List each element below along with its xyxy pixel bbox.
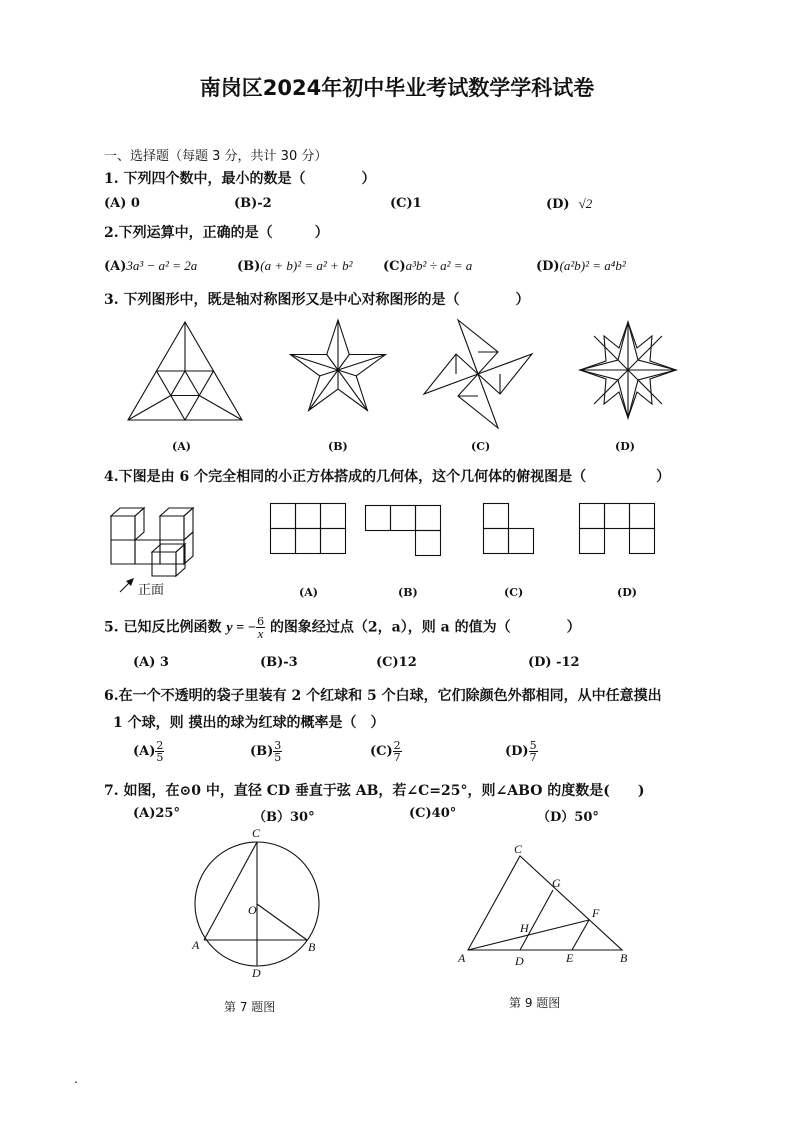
q3-label-b[interactable]: (B) bbox=[328, 440, 348, 453]
q2-option-d[interactable] bbox=[536, 258, 626, 274]
q4-label-d[interactable]: (D) bbox=[617, 586, 637, 599]
q7-option-d[interactable]: （D）50° bbox=[537, 810, 599, 825]
q2-option-a[interactable] bbox=[104, 258, 197, 274]
q6-stem-line1: 6.在一个不透明的袋子里装有 2 个红球和 5 个白球，它们除颜色外都相同，从中任意摸出 bbox=[104, 688, 662, 704]
q4-stem: 4.下图是由 6 个完全相同的小正方体搭成的几何体，这个几何体的俯视图是（ ） bbox=[104, 469, 671, 485]
q4-option-c-view bbox=[483, 503, 535, 555]
q3-label-c[interactable]: (C) bbox=[471, 440, 491, 453]
q6-a-num: 2 bbox=[156, 739, 164, 752]
q2-option-b[interactable] bbox=[237, 258, 352, 274]
q5-function-den: x bbox=[257, 626, 264, 641]
q6-option-a-fraction bbox=[155, 740, 164, 763]
fig9-point-c: C bbox=[514, 842, 523, 856]
q1-option-d-label: (D) bbox=[546, 197, 570, 212]
figure-9-caption: 第 9 题图 bbox=[509, 996, 561, 1010]
q5-option-b[interactable]: (B)-3 bbox=[260, 655, 298, 670]
fig7-point-o: O bbox=[248, 903, 257, 917]
fig9-point-a: A bbox=[458, 951, 466, 965]
q1-option-a[interactable]: (A) 0 bbox=[104, 196, 140, 211]
q1-option-b[interactable]: (B)-2 bbox=[234, 196, 272, 211]
q2-option-a-math: 3a³ − a² = 2a bbox=[126, 258, 198, 273]
q4-solid-figure bbox=[108, 500, 208, 580]
q6-option-b[interactable] bbox=[250, 740, 282, 763]
q6-stem-line2: 1 个球，则 摸出的球为红球的概率是（ ） bbox=[113, 715, 385, 731]
q6-b-den: 5 bbox=[274, 751, 282, 764]
exam-title: 南岗区2024年初中毕业考试数学学科试卷 bbox=[199, 76, 595, 100]
fig9-point-f: F bbox=[592, 906, 600, 920]
q6-option-b-fraction bbox=[273, 740, 282, 763]
q2-option-d-math: (a²b)² = a⁴b² bbox=[559, 258, 626, 273]
q6-d-num: 5 bbox=[529, 739, 537, 752]
fig9-point-g: G bbox=[552, 876, 561, 890]
q6-c-den: 7 bbox=[393, 751, 401, 764]
q5-function-num: 6 bbox=[257, 615, 265, 628]
q6-c-num: 2 bbox=[393, 739, 401, 752]
q3-label-a[interactable]: (A) bbox=[172, 440, 191, 453]
q3-figure-a bbox=[128, 322, 246, 422]
figure-9-triangle bbox=[456, 840, 636, 970]
q6-option-c-fraction bbox=[393, 740, 402, 763]
q1-option-c[interactable]: (C)1 bbox=[390, 196, 422, 211]
q4-front-label: 正面 bbox=[138, 583, 165, 598]
q6-d-den: 7 bbox=[529, 751, 537, 764]
fig7-point-a: A bbox=[192, 938, 200, 952]
q2-option-b-math: (a + b)² = a² + b² bbox=[260, 258, 353, 273]
q5-stem-b: 的图象经过点（2，a），则 a 的值为（ ） bbox=[269, 619, 581, 636]
q6-option-d-fraction bbox=[529, 740, 538, 763]
q6-option-a[interactable] bbox=[133, 740, 164, 763]
figure-7-caption: 第 7 题图 bbox=[224, 1000, 276, 1014]
figure-7-circle bbox=[190, 826, 330, 982]
q7-option-a[interactable]: (A)25° bbox=[133, 806, 180, 821]
fig7-point-b: B bbox=[308, 940, 316, 954]
q4-label-b[interactable]: (B) bbox=[398, 586, 418, 599]
q6-b-num: 3 bbox=[274, 739, 282, 752]
q4-option-a-view bbox=[270, 503, 346, 555]
fig9-point-d: D bbox=[515, 954, 524, 968]
q2-stem: 2.下列运算中，正确的是（ ） bbox=[104, 225, 329, 241]
q1-option-d-math: √2 bbox=[578, 196, 593, 211]
q5-function-y: y = − bbox=[226, 620, 257, 636]
q3-label-d[interactable]: (D) bbox=[615, 440, 635, 453]
footer-dot: . bbox=[74, 1072, 78, 1086]
q5-option-d[interactable]: (D) -12 bbox=[528, 655, 580, 670]
fig9-point-b: B bbox=[620, 951, 628, 965]
q2-option-b-label: (B) bbox=[237, 259, 261, 274]
fig7-point-d: D bbox=[252, 966, 261, 980]
q6-option-d-label: (D) bbox=[505, 744, 529, 759]
q3-stem: 3. 下列图形中，既是轴对称图形又是中心对称图形的是（ ） bbox=[104, 292, 530, 308]
q4-option-d-view bbox=[579, 503, 655, 555]
q1-option-d[interactable] bbox=[546, 196, 592, 212]
q3-figure-d bbox=[578, 320, 678, 420]
fig9-point-e: E bbox=[566, 951, 574, 965]
q2-option-c[interactable] bbox=[383, 258, 472, 274]
q4-option-b-view bbox=[365, 505, 441, 557]
q5-option-c[interactable]: (C)12 bbox=[376, 655, 417, 670]
q7-option-b[interactable]: （B）30° bbox=[253, 810, 315, 825]
q7-stem: 7. 如图，在⊙0 中，直径 CD 垂直于弦 AB，若∠C=25°，则∠ABO 的度数是( ) bbox=[104, 783, 645, 799]
q3-figure-c bbox=[422, 318, 534, 430]
q6-option-c[interactable] bbox=[370, 740, 402, 763]
q7-option-c[interactable]: (C)40° bbox=[409, 806, 457, 821]
q1-stem: 1. 下列四个数中，最小的数是（ ） bbox=[104, 171, 376, 187]
q2-option-a-label: (A) bbox=[104, 259, 127, 274]
q5-stem-a: 5. 已知反比例函数 bbox=[104, 619, 222, 636]
fig7-point-c: C bbox=[252, 826, 261, 840]
q6-a-den: 5 bbox=[156, 751, 164, 764]
q6-option-d[interactable] bbox=[505, 740, 538, 763]
q6-option-b-label: (B) bbox=[250, 744, 274, 759]
q4-label-c[interactable]: (C) bbox=[504, 586, 524, 599]
q6-option-c-label: (C) bbox=[370, 744, 393, 759]
q5-function-fraction bbox=[256, 616, 265, 639]
q5-option-a[interactable]: (A) 3 bbox=[133, 655, 169, 670]
q2-option-c-math: a³b² ÷ a² = a bbox=[405, 258, 473, 273]
fig9-point-h: H bbox=[520, 921, 529, 935]
q2-option-c-label: (C) bbox=[383, 259, 406, 274]
q2-option-d-label: (D) bbox=[536, 259, 560, 274]
q6-option-a-label: (A) bbox=[133, 744, 156, 759]
q3-figure-b bbox=[286, 318, 390, 422]
section-heading: 一、选择题（每题 3 分，共计 30 分） bbox=[104, 149, 328, 164]
q4-label-a[interactable]: (A) bbox=[299, 586, 318, 599]
q5-stem bbox=[104, 616, 581, 644]
